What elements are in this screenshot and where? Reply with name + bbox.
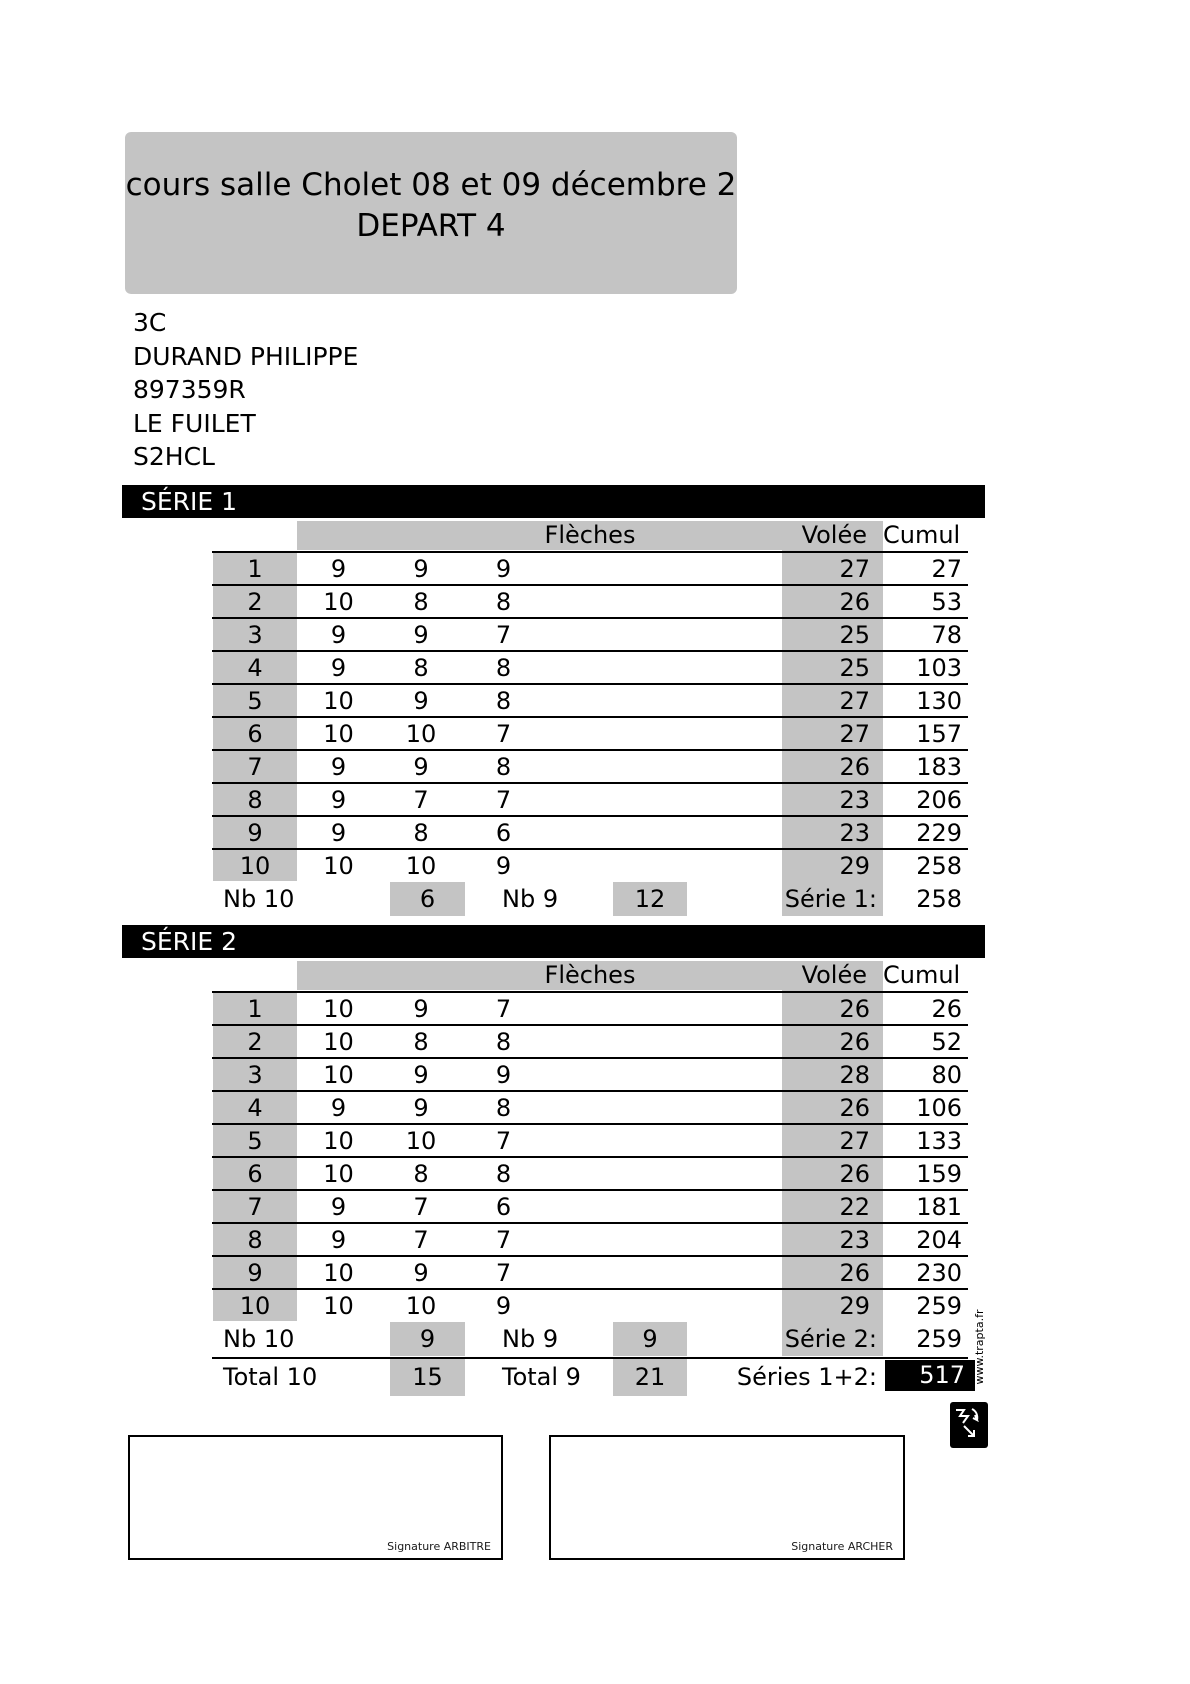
table-row: [212, 584, 968, 617]
table-row: [212, 848, 968, 881]
arrow-score-3: 8: [495, 654, 512, 682]
row-number: 3: [247, 1061, 263, 1089]
table-row: [212, 650, 968, 683]
table-row: [212, 1222, 968, 1255]
arrow-score-3: 9: [495, 1061, 512, 1089]
arrow-score-3: 8: [495, 588, 512, 616]
archer-info-block: [133, 306, 358, 474]
arrow-score-2: 9: [413, 1094, 429, 1122]
cumul-value: 259: [916, 1292, 962, 1320]
trapta-logo-icon: [950, 1402, 988, 1448]
serie-2-total-value: 259: [916, 1325, 962, 1353]
arrow-score-1: 10: [323, 852, 354, 880]
row-number: 6: [247, 1160, 263, 1188]
volee-header: Volée: [801, 521, 867, 549]
volee-value: 26: [839, 588, 870, 616]
arrow-score-1: 10: [323, 1061, 354, 1089]
cumul-value: 103: [916, 654, 962, 682]
volee-value: 26: [839, 1259, 870, 1287]
volee-value: 27: [839, 720, 870, 748]
license-number: 897359R: [133, 375, 246, 404]
row-number: 3: [247, 621, 263, 649]
row-number: 1: [247, 995, 263, 1023]
table-header-band: [297, 961, 883, 990]
volee-value: 26: [839, 1094, 870, 1122]
arrow-score-3: 8: [495, 687, 512, 715]
row-number: 1: [247, 555, 263, 583]
volee-value: 23: [839, 819, 870, 847]
table-row: [212, 1156, 968, 1189]
arrow-score-1: 10: [323, 1292, 354, 1320]
arrow-score-1: 10: [323, 995, 354, 1023]
arrow-score-2: 10: [405, 720, 437, 748]
arrow-score-2: 8: [413, 1160, 429, 1188]
volee-value: 22: [839, 1193, 870, 1221]
total9-value-box: 21: [613, 1359, 687, 1396]
cumul-value: 52: [931, 1028, 962, 1056]
arrow-score-1: 9: [330, 555, 347, 583]
archer-signature-label: Signature ARCHER: [791, 1540, 893, 1553]
table-row: [212, 1123, 968, 1156]
arrow-score-1: 9: [330, 819, 347, 847]
club-name: LE FUILET: [133, 408, 256, 438]
volee-value: 29: [839, 1292, 870, 1320]
cumul-value: 27: [931, 555, 962, 583]
arrow-score-3: 7: [495, 720, 512, 748]
arrow-score-2: 10: [405, 1127, 437, 1155]
fleches-header: Flèches: [544, 521, 636, 549]
arrow-score-2: 8: [413, 588, 429, 616]
arrow-score-1: 10: [323, 1127, 354, 1155]
serie-1-total-value: 258: [916, 885, 962, 913]
row-number: 9: [247, 819, 263, 847]
cumul-header: Cumul: [883, 521, 961, 549]
arrow-score-1: 9: [330, 654, 347, 682]
nb9-label: Nb 9: [502, 1325, 559, 1353]
cumul-value: 26: [931, 995, 962, 1023]
arrow-score-2: 7: [413, 786, 429, 814]
volee-value: 25: [839, 654, 870, 682]
cumul-value: 181: [916, 1193, 962, 1221]
referee-signature-box[interactable]: [128, 1435, 503, 1560]
arrow-score-3: 8: [495, 753, 512, 781]
cumul-value: 159: [916, 1160, 962, 1188]
cumul-header: Cumul: [883, 961, 961, 989]
table-row: [212, 683, 968, 716]
archer-name: DURAND PHILIPPE: [133, 341, 359, 371]
serie-2-total-label: Série 2:: [784, 1325, 877, 1353]
arrow-score-2: 8: [413, 654, 429, 682]
volee-value: 27: [839, 1127, 870, 1155]
table-row: [212, 749, 968, 782]
arrow-score-1: 10: [323, 588, 354, 616]
serie-1-total-label: Série 1:: [784, 885, 877, 913]
volee-value: 27: [839, 687, 870, 715]
arrow-score-2: 9: [413, 687, 429, 715]
cumul-value: 229: [916, 819, 962, 847]
arrow-score-1: 9: [330, 1094, 347, 1122]
arrow-score-3: 7: [495, 1127, 512, 1155]
cumul-value: 206: [916, 786, 962, 814]
row-number: 4: [247, 654, 263, 682]
nb10-value-box: 6: [390, 882, 465, 916]
table-row: [212, 1288, 968, 1321]
website-url: www.trapta.fr: [973, 1309, 986, 1385]
arrow-score-3: 7: [495, 621, 512, 649]
volee-header: Volée: [801, 961, 867, 989]
row-number: 6: [247, 720, 263, 748]
serie-1-title: SÉRIE 1: [141, 487, 238, 516]
row-number: 4: [247, 1094, 263, 1122]
arrow-score-1: 10: [323, 1160, 354, 1188]
serie-2-title: SÉRIE 2: [141, 927, 238, 956]
arrow-score-3: 9: [495, 852, 512, 880]
serie-2-header-bar: [122, 925, 985, 958]
arrow-score-2: 9: [413, 1061, 429, 1089]
table-row: [212, 1090, 968, 1123]
nb10-value-box: 9: [390, 1322, 465, 1356]
table-row: [212, 1255, 968, 1288]
table-row: [212, 815, 968, 848]
serie-1-rows: [212, 551, 968, 881]
table-row: [212, 551, 968, 584]
cumul-value: 53: [931, 588, 962, 616]
archer-signature-box[interactable]: [549, 1435, 905, 1560]
arrow-score-1: 10: [323, 1259, 354, 1287]
arrow-score-3: 7: [495, 995, 512, 1023]
table-row: [212, 617, 968, 650]
arrow-score-2: 9: [413, 555, 429, 583]
row-number: 9: [247, 1259, 263, 1287]
volee-value: 28: [839, 1061, 870, 1089]
arrow-score-3: 7: [495, 1259, 512, 1287]
arrow-score-3: 8: [495, 1094, 512, 1122]
nb9-value-box: 9: [613, 1322, 687, 1356]
arrow-score-2: 9: [413, 621, 429, 649]
volee-value: 27: [839, 555, 870, 583]
row-number: 7: [247, 753, 263, 781]
arrow-score-2: 9: [413, 995, 429, 1023]
serie-1-header-bar: [122, 485, 985, 518]
row-number: 10: [239, 1292, 271, 1320]
cumul-value: 106: [916, 1094, 962, 1122]
arrow-score-2: 8: [413, 819, 429, 847]
arrow-score-1: 9: [330, 1226, 347, 1254]
table-row: [212, 1189, 968, 1222]
cumul-value: 133: [916, 1127, 962, 1155]
cumul-value: 130: [916, 687, 962, 715]
volee-value: 26: [839, 995, 870, 1023]
arrow-score-2: 9: [413, 753, 429, 781]
row-number: 7: [247, 1193, 263, 1221]
total10-label: Total 10: [223, 1363, 318, 1391]
volee-value: 29: [839, 852, 870, 880]
arrow-score-3: 8: [495, 1028, 512, 1056]
volee-value: 26: [839, 753, 870, 781]
row-number: 10: [239, 852, 271, 880]
table-row: [212, 1057, 968, 1090]
series-1-2-label: Séries 1+2:: [736, 1363, 877, 1391]
table-row: [212, 991, 968, 1024]
category-code: S2HCL: [133, 442, 215, 471]
row-number: 5: [247, 687, 263, 715]
arrow-score-1: 9: [330, 621, 347, 649]
nb9-value-box: 12: [613, 882, 687, 916]
nb9-label: Nb 9: [502, 885, 559, 913]
table-row: [212, 782, 968, 815]
arrow-score-3: 6: [495, 819, 512, 847]
row-number: 5: [247, 1127, 263, 1155]
competition-title: cours salle Cholet 08 et 09 décembre 2: [125, 167, 737, 203]
arrow-score-3: 7: [495, 1226, 512, 1254]
cumul-value: 204: [916, 1226, 962, 1254]
total9-label: Total 9: [502, 1363, 581, 1391]
nb10-label: Nb 10: [223, 1325, 295, 1353]
cumul-value: 258: [916, 852, 962, 880]
cumul-value: 78: [931, 621, 962, 649]
arrow-score-1: 9: [330, 1193, 347, 1221]
arrow-score-1: 9: [330, 753, 347, 781]
table-header-band: [297, 521, 883, 550]
row-number: 2: [247, 588, 263, 616]
cumul-value: 80: [931, 1061, 962, 1089]
row-number: 8: [247, 786, 263, 814]
total10-value-box: 15: [390, 1359, 465, 1396]
arrow-score-2: 9: [413, 1259, 429, 1287]
cumul-value: 183: [916, 753, 962, 781]
row-number: 2: [247, 1028, 263, 1056]
arrow-score-3: 9: [495, 1292, 512, 1320]
arrow-score-2: 10: [405, 852, 437, 880]
cumul-value: 157: [916, 720, 962, 748]
cumul-value: 230: [916, 1259, 962, 1287]
arrow-score-3: 6: [495, 1193, 512, 1221]
arrow-score-3: 7: [495, 786, 512, 814]
nb10-label: Nb 10: [223, 885, 295, 913]
volee-value: 23: [839, 1226, 870, 1254]
depart-label: DEPART 4: [356, 208, 506, 244]
row-number: 8: [247, 1226, 263, 1254]
arrow-score-1: 10: [323, 687, 354, 715]
target-number: 3C: [133, 308, 167, 337]
referee-signature-label: Signature ARBITRE: [387, 1540, 491, 1553]
arrow-score-2: 10: [405, 1292, 437, 1320]
table-row: [212, 1024, 968, 1057]
arrow-score-2: 7: [413, 1226, 429, 1254]
arrow-score-3: 8: [495, 1160, 512, 1188]
fleches-header: Flèches: [544, 961, 636, 989]
volee-value: 26: [839, 1160, 870, 1188]
arrow-score-1: 10: [323, 720, 354, 748]
arrow-score-1: 9: [330, 786, 347, 814]
volee-value: 23: [839, 786, 870, 814]
arrow-score-2: 7: [413, 1193, 429, 1221]
volee-value: 26: [839, 1028, 870, 1056]
arrow-score-2: 8: [413, 1028, 429, 1056]
table-row: [212, 716, 968, 749]
serie-2-rows: [212, 991, 968, 1321]
arrow-score-3: 9: [495, 555, 512, 583]
volee-value: 25: [839, 621, 870, 649]
series-1-2-total-value: 517: [885, 1360, 975, 1391]
competition-title-box: [125, 132, 737, 294]
arrow-score-1: 10: [323, 1028, 354, 1056]
